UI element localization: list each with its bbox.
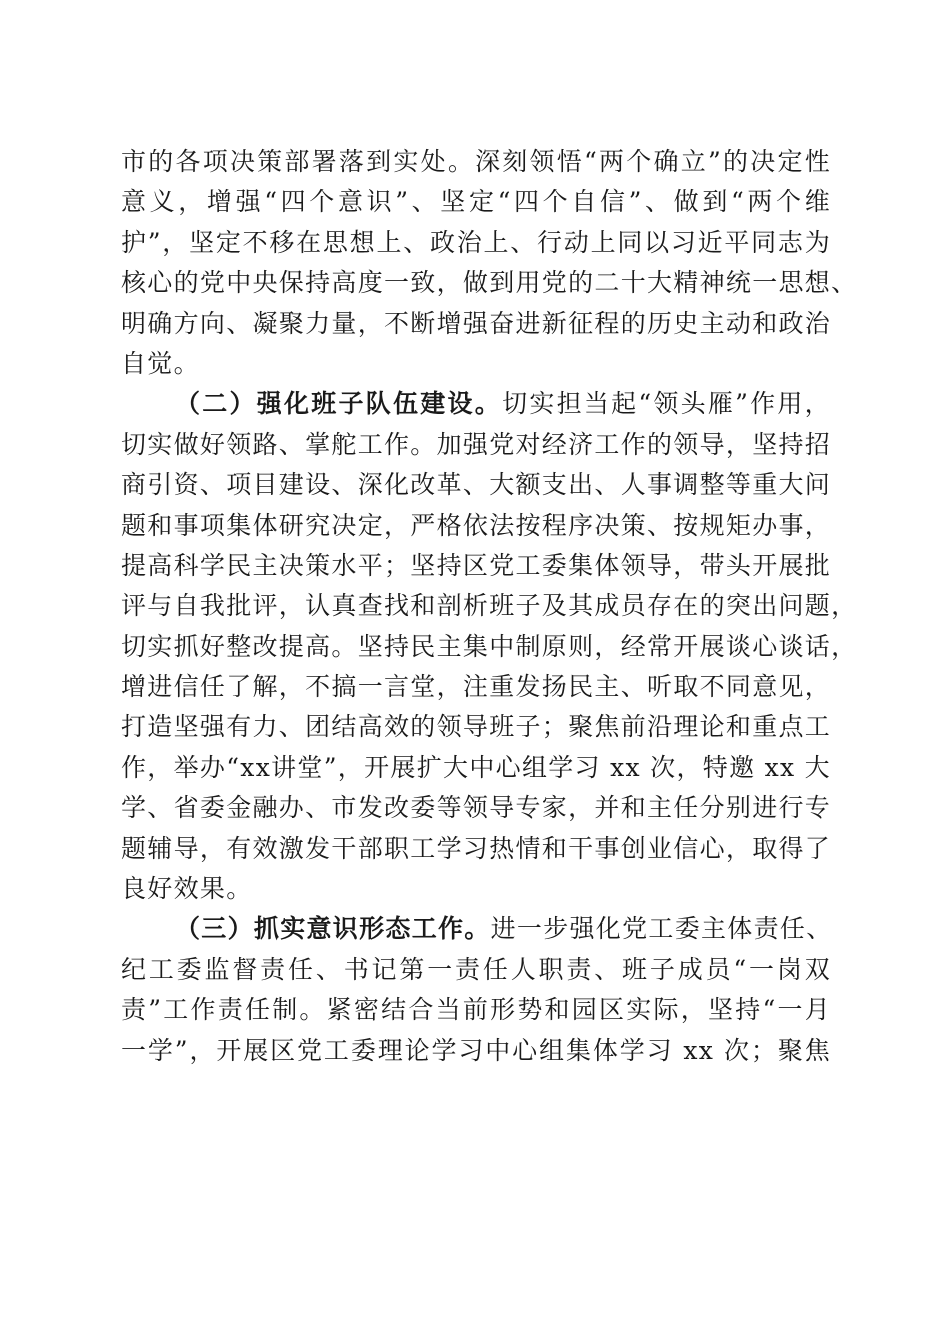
text-line: 题辅导，有效激发干部职工学习热情和干事创业信心，取得了: [121, 833, 832, 863]
text-line: 学、省委金融办、市发改委等领导专家，并和主任分别进行专: [121, 793, 832, 823]
text-line: 责”工作责任制。紧密结合当前形势和园区实际，坚持“一月: [121, 995, 831, 1025]
text-line: 意义，增强“四个意识”、坚定“四个自信”、做到“两个维: [121, 187, 831, 217]
paragraph-first-line: [121, 384, 831, 424]
text-line: 明确方向、凝聚力量，不断增强奋进新征程的历史主动和政治: [121, 308, 832, 338]
text-line-last: 良好效果。: [121, 874, 253, 904]
body-text: [121, 142, 858, 1071]
text-line: 商引资、项目建设、深化改革、大额支出、人事调整等重大问: [121, 470, 832, 500]
text-line: 核心的党中央保持高度一致，做到用党的二十大精神统一思想、: [121, 268, 858, 298]
text-line: 提高科学民主决策水平；坚持区党工委集体领导，带头开展批: [121, 550, 832, 580]
text-line: 一学”，开展区党工委理论学习中心组集体学习 xx 次；聚焦: [121, 1035, 831, 1065]
text-line: 增进信任了解，不搞一言堂，注重发扬民主、听取不同意见，: [121, 672, 832, 702]
paragraph-3: [121, 909, 831, 1071]
text-line: 作，举办“xx讲堂”，开展扩大中心组学习 xx 次，特邀 xx 大: [121, 752, 831, 782]
text-line: 护”，坚定不移在思想上、政治上、行动上同以习近平同志为: [121, 227, 831, 257]
section-heading: （三）抓实意识形态工作。: [175, 914, 491, 944]
paragraph-1: [121, 142, 858, 384]
text-line-last: 自觉。: [121, 348, 200, 378]
text-line: 纪工委监督责任、书记第一责任人职责、班子成员“一岗双: [121, 954, 831, 984]
text-line: 评与自我批评，认真查找和剖析班子及其成员存在的突出问题，: [121, 591, 858, 621]
paragraph-first-line: [121, 909, 831, 949]
text-line: 打造坚强有力、团结高效的领导班子；聚焦前沿理论和重点工: [121, 712, 832, 742]
heading-followup-text: 切实担当起“领头雁”作用，: [502, 389, 831, 419]
text-line: 切实抓好整改提高。坚持民主集中制原则，经常开展谈心谈话，: [121, 631, 858, 661]
heading-followup-text: 进一步强化党工委主体责任、: [490, 914, 833, 944]
section-heading: （二）强化班子队伍建设。: [175, 389, 503, 419]
text-line: 题和事项集体研究决定，严格依法按程序决策、按规矩办事，: [121, 510, 832, 540]
paragraph-2: [121, 384, 858, 909]
text-line: 市的各项决策部署落到实处。深刻领悟“两个确立”的决定性: [121, 147, 831, 176]
text-line: 切实做好领路、掌舵工作。加强党对经济工作的领导，坚持招: [121, 429, 832, 459]
